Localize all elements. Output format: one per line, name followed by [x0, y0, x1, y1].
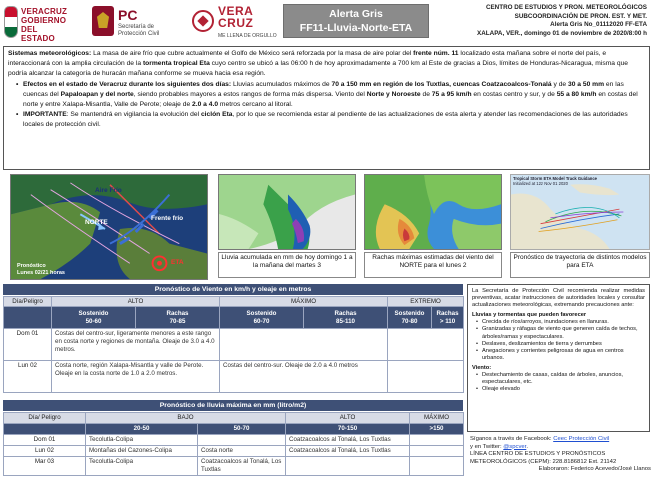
wind-subheader-l1: Rachas: [436, 309, 459, 317]
wind-row-day: Lun 02: [4, 361, 52, 393]
rain-subheader-cell: 50-70: [198, 424, 286, 435]
rain-forecast-table: [3, 412, 464, 476]
forecast-center-info: [437, 4, 647, 38]
center-line-2: SUBCOORDINACIÓN DE PRON. EST. Y MET.: [514, 12, 647, 20]
cold-front-label: Frente frío: [151, 215, 184, 222]
wind-subheader-l2: 70-85: [169, 317, 186, 325]
effects-text: Lluvias acumulados máximos de: [231, 80, 332, 88]
wind-row-maximo: Costas del centro-sur. Oleaje de 2.0 a 4.0 metros: [220, 361, 388, 393]
rain-subheader-cell: 70-150: [286, 424, 410, 435]
synoptic-forecast-map: [10, 174, 208, 280]
veracruz-shield-icon: [4, 6, 18, 38]
wind-row-maximo: [220, 329, 388, 361]
effects-text: en las cuencas del: [23, 80, 624, 98]
rain-row: [4, 457, 464, 476]
wind-row: [4, 361, 464, 393]
veracruz-logo-line3: DEL ESTADO: [21, 25, 55, 43]
wind-subheader-cell: [52, 307, 136, 329]
synopsis-bullets: [16, 80, 645, 131]
synopsis-text: La masa de aire frío que cubre actualmente el Golfo de México será reforzada por la masa de aire polar del: [91, 50, 414, 57]
wind-subheader-row: [4, 307, 464, 329]
effects-bold: 75 a 95 km/h: [431, 90, 472, 98]
vc-logo-line2: CRUZ: [218, 16, 254, 30]
pc-wind-title: Viento:: [472, 364, 492, 371]
wind-subheader-l2: 70-80: [401, 317, 418, 325]
synopsis-bold: tormenta tropical Eta: [142, 60, 210, 68]
synopsis-box: [3, 46, 650, 170]
contact-facebook-text: Síganos a través de Facebook:: [470, 436, 554, 442]
rain-row-alto: [198, 435, 286, 446]
rain-row-maximo: Coatzacoalcos al Tonalá, Los Tuxtlas: [286, 446, 410, 457]
contact-line5: Elaboraron: Federico Acevedo/José Llanos: [538, 466, 651, 473]
synopsis-bold: frente núm. 11: [413, 50, 459, 57]
eta-label: ETA: [171, 259, 184, 266]
rain-header-day: Día/ Peligro: [4, 413, 86, 424]
rain-row-day: Lun 02: [4, 446, 86, 457]
pc-rain-title: Lluvias y tormentas que pueden favorecer: [472, 312, 587, 319]
cold-air-label: Aire Frío: [95, 187, 122, 194]
center-line-4: XALAPA, VER., domingo 01 de noviembre de 2020/8:00 h: [477, 29, 647, 37]
vc-logo-line1: VERA: [218, 4, 254, 18]
rain-row-day: Mar 03: [4, 457, 86, 476]
proteccion-civil-logo: [92, 4, 182, 42]
effects-bold: 2.0 a 4.0: [192, 101, 219, 109]
rain-row-bajo: Tecolutla-Colipa: [86, 457, 198, 476]
wind-subheader-blank: [4, 307, 52, 329]
wind-subheader-l2: 60-70: [253, 317, 270, 325]
gusts-map-graphic: [365, 175, 501, 249]
effects-text: metros cercano al litoral.: [218, 101, 293, 109]
wind-subheader-l2: > 110: [439, 317, 456, 325]
wind-subheader-cell: [304, 307, 388, 329]
wind-header-alto: ALTO: [52, 297, 220, 307]
track-map-title: [513, 176, 597, 186]
wind-table-title: Pronóstico de Viento en km/h y oleaje en metros: [3, 284, 463, 295]
header: [0, 0, 653, 46]
effects-label: Efectos en el estado de Veracruz durante los siguientes dos días:: [23, 80, 232, 88]
contact-line4: METEOROLÓGICOS (CEPM): 228.8186812 Ext. 21142: [470, 458, 617, 465]
wind-subheader-l1: Rachas: [334, 309, 357, 317]
wind-subheader-cell: [220, 307, 304, 329]
contact-twitter-end: .: [526, 443, 528, 450]
rain-row-day: Dom 01: [4, 435, 86, 446]
wind-subheader-l1: Rachas: [166, 309, 189, 317]
rain-row-extremo: [410, 446, 464, 457]
rain-subheader-cell: >150: [410, 424, 464, 435]
map1-caption-line1: Pronóstico: [17, 263, 46, 269]
rain-row-maximo: Coatzacoalcos al Tonalá, Los Tuxtlas: [286, 435, 410, 446]
alert-title-box: [283, 4, 429, 38]
wind-header-row: [4, 297, 464, 307]
center-line-3: Alerta Gris No_01112020 FF-ETA: [550, 21, 647, 28]
effects-text: en costas del norte y entre Xalapa-Misantla, Valle de Perote; oleaje de: [23, 90, 638, 109]
wind-subheader-cell: [388, 307, 432, 329]
contact-line3: LÍNEA CENTRO DE ESTUDIOS Y PRONÓSTICOS: [470, 451, 606, 458]
track-title-line2: Initialized at 12z Nov 01 2020: [513, 181, 568, 186]
map1-caption: [17, 263, 65, 276]
rain-row-bajo: Montañas del Cazones-Colipa: [86, 446, 198, 457]
wind-subheader-cell: [432, 307, 464, 329]
effects-text: en costas centro y sur, y de: [471, 90, 557, 98]
wind-subheader-l2: 85-110: [336, 317, 355, 325]
contact-facebook-line: [470, 436, 651, 444]
veracruz-government-logo: [4, 4, 68, 43]
effects-bold: 70 a 150 mm en región de los Tuxtlas, cuencas Coatzacoalcos-Tonalá: [331, 80, 552, 88]
effects-text: de: [420, 90, 432, 98]
pc-logo-line1: Secretaría de: [118, 24, 155, 30]
important-bold: ciclón Eta: [200, 111, 233, 119]
rain-row-alto: Coatzacoalcos al Tonalá, Los Tuxtlas: [198, 457, 286, 476]
rain-row: [4, 435, 464, 446]
important-bullet: [16, 110, 645, 130]
effects-bold: 30 a 50 mm: [568, 80, 605, 88]
veracruz-orgullo-logo: [192, 4, 277, 42]
wind-row-alto: Costas del centro-sur, ligeramente menores a este rango en costa norte y regiones de montaña. Oleaje de 3.0 a 4.0 metros.: [52, 329, 220, 361]
rain-subheader-row: [4, 424, 464, 435]
synopsis-label: Sistemas meteorológicos:: [8, 50, 92, 57]
wind-forecast-table: [3, 296, 464, 393]
gusts-map-caption: Rachas máximas estimadas del viento del NORTE para el lunes 2: [364, 252, 502, 278]
track-title-line1: Tropical Storm ETA Model Track Guidance: [513, 176, 598, 181]
wind-row-day: Dom 01: [4, 329, 52, 361]
effects-bold: Papaloapan y del norte: [60, 90, 134, 98]
pc-rain-list: [476, 319, 645, 362]
rain-header-bajo: BAJO: [86, 413, 286, 424]
wind-row-extremo: [388, 329, 464, 361]
wind-header-maximo: MÁXIMO: [220, 297, 388, 307]
effects-text: , siendo probables mayores a estos rangos de forma más dispersa. Viento del: [133, 90, 367, 98]
rain-row-bajo: Tecolutla-Colipa: [86, 435, 198, 446]
rain-subheader-blank: [4, 424, 86, 435]
rain-header-row: [4, 413, 464, 424]
wind-header-day: Día/Peligro: [4, 297, 52, 307]
center-line-1: CENTRO DE ESTUDIOS Y PRON. METEOROLÓGICOS: [485, 4, 647, 11]
important-text: : Se mantendrá en vigilancia la evolución del: [66, 111, 201, 119]
rain-row-maximo: [286, 457, 410, 476]
pc-wind-list: [476, 372, 645, 393]
pc-intro: La Secretaría de Protección Civil recomienda realizar medidas preventivas, acatar instrucciones de autoridades locales y consultar actualizaciones meteorológicas, extremando precauciones ante:: [472, 288, 645, 309]
rain-row-extremo: [410, 457, 464, 476]
veracruz-logo-line1: VERACRUZ: [21, 7, 68, 16]
wind-subheader-l1: Sostenido: [246, 309, 277, 317]
rain-subheader-cell: 20-50: [86, 424, 198, 435]
important-text: , por lo que se recomienda estar al pendiente de las actualizaciones de esta alerta y atender las recomendaciones de las autoridades locales de protección civil.: [23, 111, 628, 129]
facebook-link[interactable]: Ceec Protección Civil: [553, 436, 610, 442]
vc-logo-line3: ME LLENA DE ORGULLO: [218, 33, 277, 39]
wind-subheader-l2: 50-60: [85, 317, 102, 325]
veracruz-emblem-icon: [192, 10, 214, 32]
rain-row: [4, 446, 464, 457]
pc-rain-item: • Anegaciones y corrientes peligrosas de agua en centros urbanos.: [476, 348, 645, 362]
alert-subtitle: FF11-Lluvia-Norte-ETA: [299, 22, 413, 34]
wind-subheader-l1: Sostenido: [78, 309, 109, 317]
effects-bullet: [16, 80, 645, 111]
contact-twitter-text: y en Twitter:: [470, 443, 504, 450]
synopsis-paragraph: [8, 49, 645, 80]
rain-header-maximo: MÁXIMO: [410, 413, 464, 424]
wind-gusts-map: [364, 174, 502, 250]
wind-subheader-l1: Sostenido: [394, 309, 425, 317]
pc-logo-mark: PC: [118, 7, 138, 23]
synopsis-text: localizado esta mañana sobre el norte del país, e interaccionará con la amplia circulación de la: [8, 50, 607, 68]
track-map-graphic: [511, 175, 649, 249]
important-label: IMPORTANTE: [23, 111, 67, 119]
wind-header-extremo: EXTREMO: [388, 297, 464, 307]
norte-label: NORTE: [85, 219, 108, 226]
rain-row-alto: Costa norte: [198, 446, 286, 457]
civil-protection-box: [467, 284, 650, 432]
track-map-caption: Pronóstico de trayectoria de distintos modelos para ETA: [510, 252, 650, 278]
effects-text: y de: [551, 80, 568, 88]
accumulated-rain-map: [218, 174, 356, 250]
wind-row-extremo: [388, 361, 464, 393]
map1-caption-line2: Lunes 02/21 horas: [17, 269, 65, 276]
pc-wind-item: • Oleaje elevado: [476, 386, 645, 393]
rain-map-graphic: [219, 175, 355, 249]
pc-rain-item: • Crecida de ríos/arroyos, inundaciones en llanuras.: [476, 319, 645, 326]
pc-wind-item: • Destechamiento de casas, caídas de árboles, anuncios, espectaculares, etc.: [476, 372, 645, 386]
synopsis-text: cuyo centro se ubicó a las 06:00 h de hoy aproximadamente a 700 km al Este de gracias a Dios, límites de Honduras-Nicaragua, misma que podría alcanzar la categoría de huracán mañana conforme se mueva hacia esa región.: [8, 60, 629, 78]
contact-info: [470, 436, 651, 474]
twitter-link[interactable]: @spcver: [503, 443, 527, 450]
effects-bold: Norte y Noroeste: [366, 90, 421, 98]
rain-header-alto: ALTO: [286, 413, 410, 424]
model-track-map: [510, 174, 650, 250]
rain-table-title: Pronóstico de lluvia máxima en mm (litro/m2): [3, 400, 463, 411]
alert-title: Alerta Gris: [329, 8, 383, 20]
rain-map-caption: Lluvia acumulada en mm de hoy domingo 1 a la mañana del martes 3: [218, 252, 356, 278]
pc-rain-item: • Granizadas y ráfagas de viento que generen caída de techos, árboles/ramas y espectaculares.: [476, 326, 645, 340]
pc-logo-line2: Protección Civil: [118, 31, 160, 37]
pc-rain-item: • Deslaves, deslizamientos de tierra y derrumbes: [476, 341, 645, 348]
rain-row-extremo: [410, 435, 464, 446]
effects-bold: 55 a 80 km/h: [556, 90, 597, 98]
wind-row: [4, 329, 464, 361]
wind-subheader-cell: [136, 307, 220, 329]
wind-row-alto: Costa norte, región Xalapa-Misantla y valle de Perote. Oleaje en la costa norte de 1.0 a 2.0 metros.: [52, 361, 220, 393]
pc-seal-icon: [92, 6, 114, 36]
veracruz-logo-line2: GOBIERNO: [21, 16, 67, 25]
